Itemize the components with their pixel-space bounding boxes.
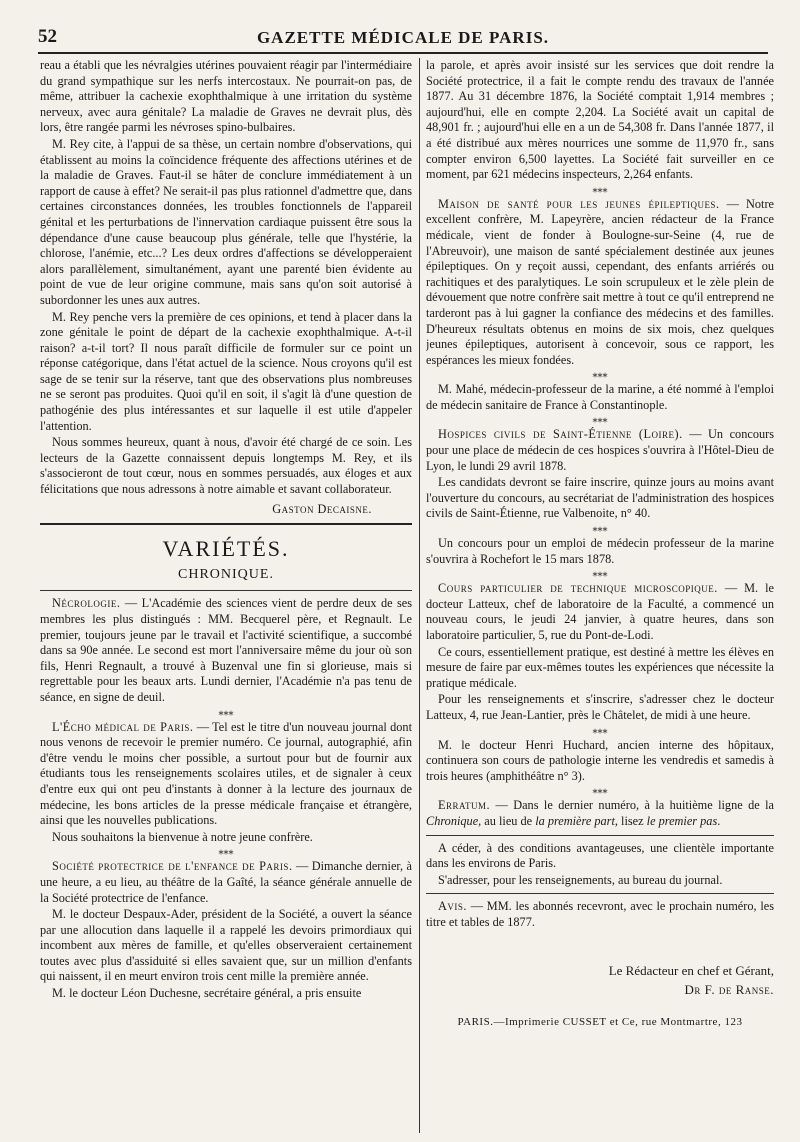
item-label: Société protectrice de l'enfance de Paris. [52,859,293,874]
societe-item [40,859,412,906]
ad-rule [426,893,774,894]
item-text: . [717,813,721,828]
item-text: — Un concours pour une place de médecin de ces hospices s'ouvrira à l'Hôtel-Dieu de Lyon, le lundi 29 avril 1878. [426,427,774,473]
separator-asterisks: ⁎⁎⁎ [592,369,608,381]
hospices-item [426,427,774,474]
item-label: L'Écho médical de Paris. [52,719,194,734]
item-text: , au lieu de [478,813,536,828]
section-title: VARIÉTÉS. [162,536,290,562]
separator-asterisks: ⁎⁎⁎ [592,568,608,580]
item-text: , lisez [614,813,647,828]
editor-name: Dr F. de Ranse. [684,981,774,997]
item-text: — Tel est le titre d'un nouveau journal dont nous venons de recevoir le premier numéro. Ce journal, autographié, afin d'être vendu le moins cher possible, a surtout pour but de fournir aux étudiants tous les renseignements scolaires utiles, et de signaler à ceux d'entre eux qui ont peu d'instants à donner à la lecture des journaux de médecine, les bons articles de la presse médicale française et étrangère, ainsi que les nouvelles publications. [40,719,412,828]
paragraph: Pour les renseignements et s'inscrire, s'adresser chez le docteur Latteux, 4, rue Jean-Lantier, près le Châtelet, de midi à une heure. [426,692,774,722]
paragraph: M. Rey cite, à l'appui de sa thèse, un certain nombre d'observations, qui établissent au moins la coïncidence fréquente des affections utérines et de la maladie de Graves. Faut-il se hâter de conclure immédiatement à un rapport de cause à effet? Ne serait-il pas plus rationnel d'admettre que, dans certaines circonstances données, les troubles fonctionnels de l'appareil génital et les perturbations de l'innervation cardiaque puissent être sous la dépendance d'une cause beaucoup plus générale, telle que l'hystérie, la chlorose, l'anémie, etc...? Les deux ordres d'affections se développeraient alors parallèlement, simultanément, ayant une parenté bien évidente au point de vue de leur origine commune, mais sans qu'on soit autorisé à subordonner les unes aux autres. [40,136,412,307]
item-label: Erratum. [438,798,491,813]
journal-title: GAZETTE MÉDICALE DE PARIS. [256,28,550,47]
necrologie-item [40,596,412,705]
author-signature: Gaston Decaisne. [272,501,372,516]
item-italic: Chronique [426,813,479,828]
chronique-heading: CHRONIQUE. [178,566,274,582]
item-text: — M. le docteur Latteux, chef de laboratoire de la Faculté, a commencé un nouveau cours, le jeudi 24 janvier, à quatre heures, dans son laboratoire particulier, 5, rue du Pont-de-Lodi. [426,581,774,642]
section-rule [40,523,412,525]
avis-item [426,899,774,930]
echo-item [40,720,412,829]
item-label: Maison de santé pour les jeunes épileptiques. [438,196,720,211]
separator-asterisks: ⁎⁎⁎ [592,724,608,736]
paragraph: M. le docteur Despaux-Ader, président de la Société, a ouvert la séance par une allocution dans laquelle il a rappelé les devoirs primordiaux qui incombent aux mères de famille, et qu'elles observeraient certainement toutes avec plus d'assiduité si elles savaient que, sur un million d'enfants qui naissent, il en meurt environ trois cent mille la première année. [40,907,412,984]
left-column [40,58,412,1133]
item-text: — Dimanche dernier, à une heure, a eu lieu, au théâtre de la Gaîté, la séance générale annuelle de la Société protectrice de l'enfance. [40,859,412,905]
ad-rule [426,835,774,836]
paragraph: Nous sommes heureux, quant à nous, d'avoir été chargé de ce soin. Les lecteurs de la Gazette connaissent depuis longtemps M. Rey, et ils s'associeront de tout cœur, nous en sommes persuadés, aux éloges et aux félicitations que nous adressons à notre aimable et savant collaborateur. [40,435,412,497]
separator-asterisks: ⁎⁎⁎ [592,183,608,195]
item-text: — L'Académie des sciences vient de perdre deux de ses membres les plus distingués : MM. Becquerel père, et Regnault. Le premier, toujours jeune par le travail et l'activité scientifique, a succombé dans sa 90e année. Le second est mort l'anniversaire même du jour où son fils, Henri Regnault, a trouvé à Buzenval une fin si glorieuse, mais si regrettable pour les beaux arts. Lundi dernier, l'Académie n'a pas tenu de séance, en signe de deuil. [40,596,412,704]
advertisement: A céder, à des conditions avantageuses, une clientèle importante dans les environs de Paris. [426,840,774,871]
running-head [38,26,768,54]
paragraph: M. le docteur Léon Duchesne, secrétaire général, a pris ensuite [52,986,362,1001]
item-italic: le premier pas [646,813,718,828]
heading-rule [40,590,412,591]
separator-asterisks: ⁎⁎⁎ [218,846,234,858]
right-column [426,58,774,1133]
erratum-item [426,798,774,829]
item-label: Avis. [438,899,467,914]
item-text: — Dans le dernier numéro, à la huitième ligne de la [490,798,774,813]
page-number: 52 [38,26,57,47]
item-label: Nécrologie. [52,596,121,611]
separator-asterisks: ⁎⁎⁎ [592,414,608,426]
paragraph: Un concours pour un emploi de médecin professeur de la marine s'ouvrira à Rochefort le 15 mars 1878. [426,536,774,566]
separator-asterisks: ⁎⁎⁎ [592,785,608,797]
item-text: — MM. les abonnés recevront, avec le prochain numéro, les titre et tables de 1877. [426,899,774,929]
column-divider [419,58,420,1133]
item-label: Cours particulier de technique microscopique. [438,581,718,596]
paragraph: Nous souhaitons la bienvenue à notre jeune confrère. [52,829,313,844]
paragraph: M. le docteur Henri Huchard, ancien interne des hôpitaux, continuera son cours de pathologie interne les vendredis et samedis à trois heures (amphithéâtre n° 3). [426,737,774,783]
editor-title: Le Rédacteur en chef et Gérant, [608,962,774,978]
paragraph: M. Rey penche vers la première de ces opinions, et tend à placer dans la zone génitale le point de départ de la cachexie exophthalmique. A-t-il raison? a-t-il tort? Il nous paraît difficile de formuler sur ce point un réponse catégorique, dans l'état actuel de la science. Nous croyons qu'il est sage de se tenir sur la réserve, tant que des observations plus nombreuses ne se seront pas produites. Quoi qu'il en soit, il s'agit là d'une question de pathogénie des plus intéressantes et sur laquelle il est utile d'appeler l'attention. [40,309,412,433]
paragraph: M. Mahé, médecin-professeur de la marine, a été nommé à l'emploi de médecin sanitaire de France à Constantinople. [426,382,774,412]
editor-signature [426,961,774,999]
cours-item [426,581,774,643]
item-italic: la première part [535,813,615,828]
paragraph: la parole, et après avoir insisté sur les services que doit rendre la Société protectrice, il a fait le compte rendu des travaux de l'année 1877. Au 31 décembre 1876, la Société comptait 1,914 membres ; aujourd'hui, elle en compte 2,204. La Société avait un capital de 48,901 fr. ; aujourd'hui elle en a un de 54,308 fr. Dans l'année 1877, il a été distribué aux mères nourrices une somme de 11,970 fr., sans compter environ 6,500 layettes. La Société fait surveiller en ce moment, par 621 médecins inspecteurs, 2,264 enfants. [426,58,774,182]
paragraph: reau a établi que les névralgies utérines pouvaient réagir par l'intermédiaire du grand sympathique sur les nerfs intercostaux. Ne pourrait-on pas, de même, attribuer la cachexie exophthalmique à une irritation du système nerveux, avec aura génitale? La maladie de Graves ne devrait plus, dès lors, être rangée parmi les névroses spino-bulbaires. [40,58,412,135]
paragraph: Les candidats devront se faire inscrire, quinze jours au moins avant l'ouverture du concours, au secrétariat de l'administration des hospices civils de Saint-Étienne, rue Valbenoite, n° 40. [426,475,774,521]
item-label: Hospices civils de Saint-Étienne (Loire). [438,427,683,442]
separator-asterisks: ⁎⁎⁎ [592,523,608,535]
paragraph: Ce cours, essentiellement pratique, est destiné à mettre les élèves en mesure de faire par eux-mêmes toutes les expériences que nécessite la pratique médicale. [426,644,774,690]
separator-asterisks: ⁎⁎⁎ [218,706,234,718]
item-text: — Notre excellent confrère, M. Lapeyrère, ancien rédacteur de la France médicale, vient de fonder à Boulogne-sur-Seine (4, rue de l'Abreuvoir), une maison de santé spécialement destinée aux jeunes épileptiques. On y reçoit aussi, cependant, des enfants arriérés ou rachitiques et des paralytiques. Le soin scrupuleux et le zèle plein de dévouement que notre confrère sait mettre à tout ce qu'il entreprend ne tarderont pas à lui gagner la confiance des médecins et des familles. D'heureux résultats obtenus en moins de six mois, chez quelques jeunes épileptiques, autorisent à concevoir, sous ce rapport, les espérances les mieux fondées. [426,196,774,367]
advertisement: S'adresser, pour les renseignements, au bureau du journal. [438,872,723,887]
maison-item [426,197,774,369]
printer-imprint: PARIS.—Imprimerie CUSSET et Ce, rue Montmartre, 123 [457,1015,743,1028]
